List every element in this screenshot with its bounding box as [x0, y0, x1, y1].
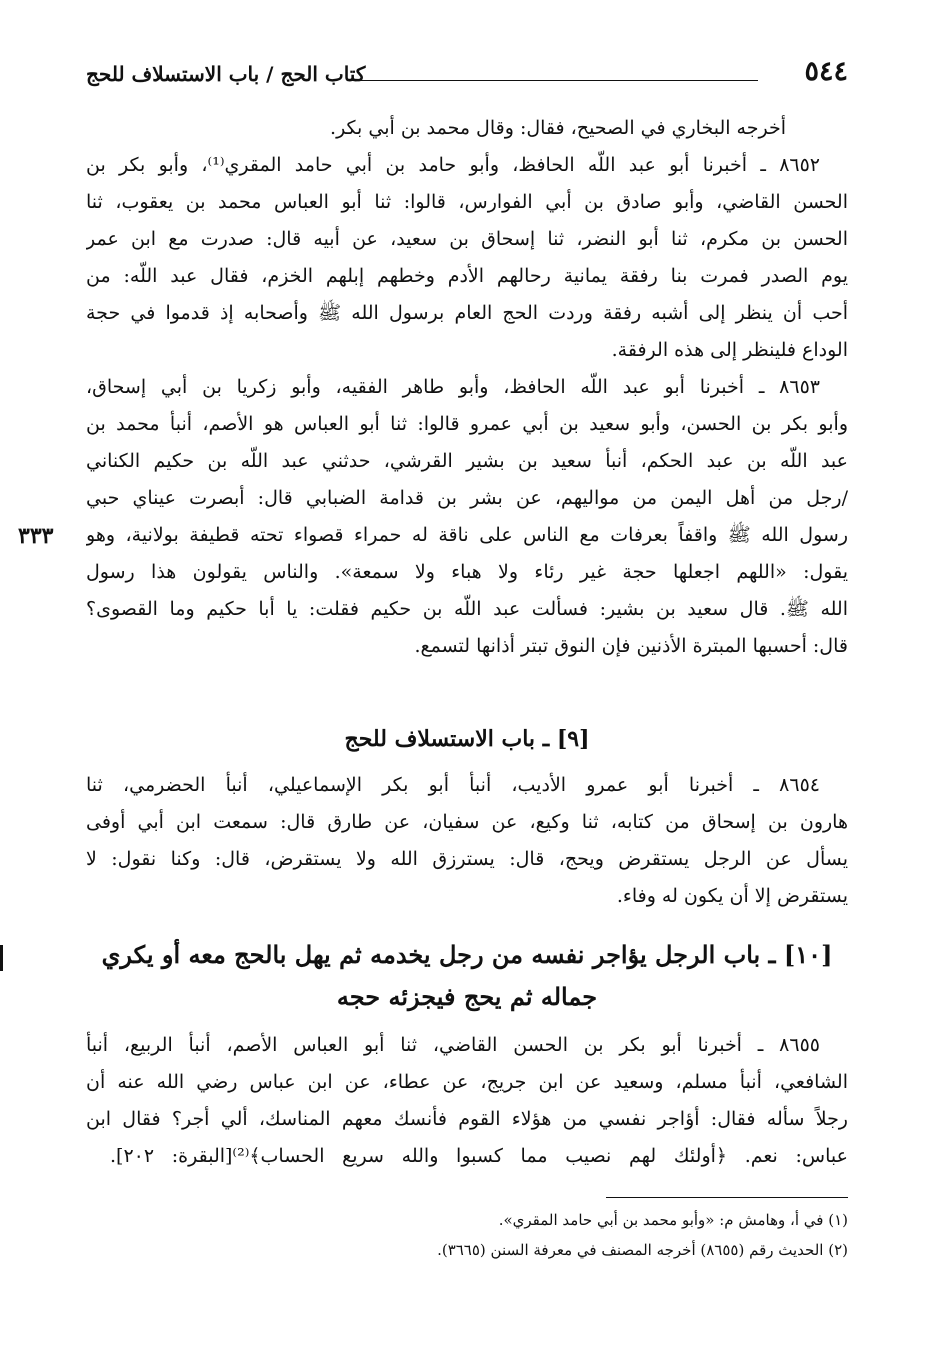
text-line: يستقرض إلا أن يكون له وفاء.	[616, 885, 848, 907]
text-line: الحسن بن مكرم، ثنا أبو النضر، ثنا إسحاق بن سعيد، عن أبيه قال: صدرت مع ابن عمر	[86, 228, 848, 250]
text-line: ٨٦٥٥ ـ أخبرنا أبو بكر بن الحسن القاضي، ثنا أبو العباس الأصم، أنبأ الربيع، أنبأ	[86, 1034, 820, 1056]
hadith-8653-block	[86, 369, 848, 665]
hadith-8652-block	[86, 110, 848, 369]
margin-page-reference: ٣٣٣	[18, 523, 54, 549]
text-line: عباس: نعم. ﴿أولئك لهم نصيب مما كسبوا والله سريع الحساب﴾⁽²⁾[البقرة: ٢٠٢].	[110, 1145, 848, 1167]
text-line: ٨٦٥٢ ـ أخبرنا أبو عبد اللّه الحافظ، وأبو حامد بن أبي حامد المقري⁽¹⁾، وأبو بكر بن	[86, 154, 821, 176]
text-line: الوداع فلينظر إلى هذه الرفقة.	[611, 339, 848, 361]
page-header	[86, 56, 848, 96]
text-line: يقول: «اللهم اجعلها حجة غير رئاء ولا هباء ولا سمعة». والناس يقولون هذا رسول	[86, 561, 848, 583]
text-line: ٨٦٥٣ ـ أخبرنا أبو عبد اللّه الحافظ، وأبو طاهر الفقيه، وأبو زكريا بن أبي إسحاق،	[86, 376, 820, 398]
scan-edge-mark	[0, 945, 3, 971]
text-line: رسول الله ﷺ واقفاً بعرفات مع الناس على ناقة له حمراء قصواء تحته قطيفة بولانية، وهو	[86, 524, 848, 546]
text-line: أخرجه البخاري في الصحيح، فقال: وقال محمد بن أبي بكر.	[330, 117, 786, 139]
text-line: ٨٦٥٤ ـ أخبرنا أبو عمرو الأديب، أنبأ أبو بكر الإسماعيلي، أنبأ الحضرمي، ثنا	[86, 774, 820, 796]
chapter-9-heading: [٩] ـ باب الاستسلاف للحج	[344, 726, 590, 752]
footnote-2: (٢) الحديث رقم (٨٦٥٥) أخرجه المصنف في معرفة السنن (٣٦٦٥).	[437, 1241, 848, 1259]
text-line: قال: أحسبها المبترة الأذنين فإن النوق تبتر أذانها لتسمع.	[414, 635, 848, 657]
hadith-8655-block	[86, 1027, 848, 1175]
hadith-8654-block	[86, 767, 848, 915]
text-line: يوم الصدر فمرت بنا رفقة يمانية رحالهم الأدم وخطهم إبلهم الخزم، فقال عبد اللّه: من	[86, 265, 848, 287]
chapter-10-heading-line-2: جماله ثم يحج فيجزئه حجه	[336, 982, 598, 1011]
text-line: رجلاً سأله فقال: أؤاجر نفسي من هؤلاء القوم فأنسك معهم المناسك، ألي أجر؟ فقال ابن	[86, 1108, 848, 1130]
text-line: الحسن القاضي، وأبو صادق بن أبي الفوارس، قالوا: ثنا أبو العباس محمد بن يعقوب، ثنا	[86, 191, 848, 213]
footnote-separator	[606, 1197, 848, 1198]
footnote-1: (١) في أ، وهامش م: «وأبو محمد بن أبي حامد المقري».	[498, 1211, 848, 1229]
page-number: ٥٤٤	[804, 56, 848, 87]
text-line: أحب أن ينظر إلى أشبه رفقة وردت الحج العام برسول الله ﷺ وأصحابه إذ قدموا في حجة	[86, 302, 848, 324]
running-title: كتاب الحج / باب الاستسلاف للحج	[86, 62, 366, 86]
header-rule	[348, 80, 758, 81]
text-line: /رجل من أهل اليمن من مواليهم، عن بشر بن قدامة الضبابي قال: أبصرت عيناي حبي	[86, 487, 848, 509]
text-line: يسأل عن الرجل يستقرض ويحج، قال: يسترزق الله ولا يستقرض، قال: وكنا نقول: لا	[86, 848, 848, 870]
text-line: هارون بن إسحاق من كتابه، ثنا وكيع، عن سفيان، عن طارق قال: سمعت ابن أبي أوفى	[86, 811, 848, 833]
text-line: الشافعي، أنبأ مسلم، وسعيد عن ابن جريج، عن عطاء، عن ابن عباس رضي الله عنه أن	[86, 1071, 848, 1093]
text-line: الله ﷺ. قال سعيد بن بشير: فسألت عبد اللّه بن حكيم فقلت: يا أبا حكيم وما القصوى؟	[86, 598, 848, 620]
text-line: عبد اللّه بن عبد الحكم، أنبأ سعيد بن بشير القرشي، حدثني عبد اللّه بن حكيم الكناني	[86, 450, 848, 472]
text-line: وأبو بكر بن الحسن، وأبو سعيد بن أبي عمرو قالوا: ثنا أبو العباس هو الأصم، أنبأ محمد بن	[86, 413, 848, 435]
chapter-10-heading-line-1: [١٠] ـ باب الرجل يؤاجر نفسه من رجل يخدمه ثم يهل بالحج معه أو يكري	[101, 940, 833, 969]
